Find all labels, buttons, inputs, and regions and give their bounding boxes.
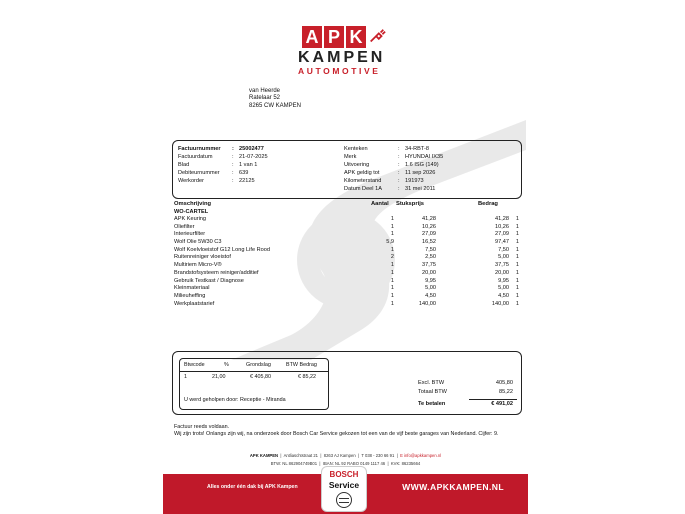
table-row xyxy=(174,270,519,278)
table-row xyxy=(174,293,519,301)
detail-value: 25002477 xyxy=(239,146,264,152)
detail-label: Blad xyxy=(178,162,190,168)
header-description: Omschrijving xyxy=(174,201,212,207)
line-unit-price: 2,50 xyxy=(425,254,436,261)
invoice-info-box xyxy=(172,140,522,199)
invoice-details xyxy=(178,145,268,185)
footer-email[interactable]: E info@apkkampen.nl xyxy=(400,453,442,458)
table-row xyxy=(174,254,519,262)
vat-divider xyxy=(180,371,328,372)
line-amount: 20,00 xyxy=(495,269,509,276)
excl-vat-value: 405,80 xyxy=(495,380,513,386)
service-label: Service xyxy=(328,480,360,490)
line-vat-code: 1 xyxy=(515,239,519,246)
vat-header-amount: BTW Bedrag xyxy=(286,362,317,368)
line-quantity: 1 xyxy=(390,262,394,269)
line-amount: 10,26 xyxy=(495,223,509,230)
header-unit-price: Stuksprijs xyxy=(396,201,425,207)
totals-divider xyxy=(469,399,517,400)
line-amount: 4,50 xyxy=(498,292,509,299)
line-amount: 140,00 xyxy=(491,300,509,307)
line-description: Ruitenreiniger vloeistof xyxy=(174,254,231,261)
line-quantity: 1 xyxy=(390,292,394,299)
footer-street: Antliaschtstraat 21 xyxy=(283,453,319,458)
vat-percent: 21,00 xyxy=(212,374,226,380)
footer-btw: BTW: NL 862904749B01 xyxy=(270,461,318,466)
footer-city: 8263 AJ Kampen xyxy=(323,453,356,458)
footer-website-link[interactable]: WWW.APKKAMPEN.NL xyxy=(402,482,504,492)
totals-box xyxy=(172,351,522,415)
detail-row: Factuurnummer : 25002477 xyxy=(178,146,264,152)
vehicle-label: Datum Deel 1A xyxy=(344,186,382,192)
line-unit-price: 10,26 xyxy=(422,223,436,230)
vehicle-row: Kenteken : 34-RBT-8 xyxy=(344,146,429,152)
table-row xyxy=(174,239,519,247)
line-vat-code: 1 xyxy=(515,223,519,230)
apk-kampen-logo xyxy=(296,24,396,76)
vehicle-row: APK geldig tot : 11 sep 2026 xyxy=(344,170,436,176)
line-unit-price: 41,28 xyxy=(422,216,436,222)
vehicle-label: Kilometerstand xyxy=(344,178,382,184)
detail-value: 22125 xyxy=(239,178,255,184)
detail-row: Blad : 1 van 1 xyxy=(178,162,258,168)
detail-row: Debiteurnummer : 639 xyxy=(178,170,249,176)
detail-value: 1 van 1 xyxy=(239,162,258,168)
line-quantity: 1 xyxy=(390,285,394,292)
logo-name: KAMPEN xyxy=(298,49,386,66)
line-amount: 97,47 xyxy=(495,239,509,246)
excl-vat-label: Excl. BTW xyxy=(418,380,445,386)
bosch-service-badge xyxy=(321,466,367,512)
vehicle-label: APK geldig tot xyxy=(344,170,380,176)
line-unit-price: 140,00 xyxy=(418,300,436,307)
footer-phone: T 038 - 230 66 91 xyxy=(361,453,395,458)
line-vat-code: 1 xyxy=(515,246,519,253)
line-description: Wolf Koelvloeistof G12 Long Life Rood xyxy=(174,246,270,253)
vehicle-row: Uitvoering : 1.6 ISG (149) xyxy=(344,162,439,168)
table-row xyxy=(174,231,519,239)
footer-slogan: Alles onder één dak bij APK Kampen xyxy=(207,484,298,490)
address-line: van Heerde xyxy=(249,88,281,94)
line-vat-code: 1 xyxy=(515,254,519,261)
vat-code: 1 xyxy=(184,374,187,380)
vat-header-base: Grondslag xyxy=(246,362,271,368)
line-vat-code: 1 xyxy=(515,285,519,292)
vat-header-percent: % xyxy=(224,362,229,368)
amount-due-value: € 491,02 xyxy=(491,401,513,407)
line-unit-price: 37,75 xyxy=(422,262,436,269)
table-row xyxy=(174,301,519,309)
amount-due-label: Te betalen xyxy=(418,401,446,407)
line-vat-code: 1 xyxy=(515,231,519,238)
line-vat-code: 1 xyxy=(515,216,519,222)
detail-value: 21-07-2025 xyxy=(239,154,268,160)
logo-tagline: AUTOMOTIVE xyxy=(298,66,381,76)
logo-letter: P xyxy=(324,26,344,48)
helped-by: U werd geholpen door: Receptie - Miranda xyxy=(184,397,286,403)
logo-letter: A xyxy=(302,26,322,48)
vehicle-label: Kenteken xyxy=(344,146,368,152)
vehicle-value: 31 mei 2011 xyxy=(405,186,436,192)
line-vat-code: 1 xyxy=(515,269,519,276)
line-amount: 37,75 xyxy=(495,262,509,269)
line-amount: 7,50 xyxy=(498,246,509,253)
vehicle-value: 11 sep 2026 xyxy=(405,170,436,176)
line-description: APK Keuring xyxy=(174,216,207,222)
vehicle-row: Kilometerstand : 191973 xyxy=(344,178,424,184)
detail-label: Factuurdatum xyxy=(178,154,213,160)
line-description: Interieurfilter xyxy=(174,231,206,238)
line-amount: 9,95 xyxy=(498,277,509,284)
line-vat-code: 1 xyxy=(515,262,519,269)
line-amount: 5,00 xyxy=(498,254,509,261)
table-row xyxy=(174,224,519,232)
detail-value: 639 xyxy=(239,170,249,176)
line-vat-code: 1 xyxy=(515,300,519,307)
detail-label: Debiteurnummer xyxy=(178,170,220,176)
footer-kvk: KVK: 86235664 xyxy=(390,461,421,466)
line-amount: 27,09 xyxy=(495,231,509,238)
total-vat-label: Totaal BTW xyxy=(418,389,447,395)
line-vat-code: 1 xyxy=(515,292,519,299)
header-amount: Bedrag xyxy=(478,201,498,207)
line-quantity: 1 xyxy=(390,300,394,307)
line-unit-price: 20,00 xyxy=(422,269,436,276)
group-title: WO-CARTEL xyxy=(174,209,209,215)
line-description: Brandstofsysteem reiniger/additief xyxy=(174,269,259,276)
plug-icon xyxy=(368,28,386,46)
line-quantity: 1 xyxy=(390,216,394,222)
line-unit-price: 4,50 xyxy=(425,292,436,299)
line-vat-code: 1 xyxy=(515,277,519,284)
note-line: Wij zijn trots! Onlangs zijn wij, na onderzoek door Bosch Car Service gekozen tot een van de vijf beste garages van Nederland. Cijfer: 9. xyxy=(174,431,499,437)
logo-letters xyxy=(302,26,366,48)
line-amount: 41,28 xyxy=(495,216,509,222)
detail-row: Werkorder : 22125 xyxy=(178,178,255,184)
line-description: Wolf Olie 5W30 C3 xyxy=(174,239,222,246)
line-description: Kleinmateriaal xyxy=(174,285,210,292)
vehicle-value: 34-RBT-8 xyxy=(405,146,429,152)
table-row xyxy=(174,262,519,270)
vat-amount: € 85,22 xyxy=(298,374,316,380)
table-row xyxy=(174,216,519,224)
vehicle-details xyxy=(344,145,443,193)
detail-label: Werkorder xyxy=(178,178,205,184)
vehicle-label: Uitvoering xyxy=(344,162,370,168)
line-quantity: 5,9 xyxy=(386,239,394,246)
bosch-label: BOSCH xyxy=(329,470,359,479)
line-unit-price: 7,50 xyxy=(425,246,436,253)
note-line: Factuur reeds voldaan. xyxy=(174,424,230,430)
customer-address xyxy=(249,88,301,110)
line-description: Oliefilter xyxy=(174,223,195,230)
invoice-notes xyxy=(174,424,499,438)
line-unit-price: 9,95 xyxy=(425,277,436,284)
table-row xyxy=(174,278,519,286)
vat-summary xyxy=(179,358,329,410)
footer-iban: IBAN: NL 92 RABO 0149 1117 46 xyxy=(322,461,386,466)
header-quantity: Aantal xyxy=(371,201,389,207)
vat-header-code: Btwcode xyxy=(184,362,205,368)
vehicle-value: HYUNDAI IX35 xyxy=(405,154,444,160)
line-description: Werkplaatstarief xyxy=(174,300,215,307)
vehicle-row: Merk : HYUNDAI IX35 xyxy=(344,154,444,160)
invoice-page xyxy=(163,0,528,514)
line-amount: 5,00 xyxy=(498,285,509,292)
vehicle-value: 1.6 ISG (149) xyxy=(405,162,439,168)
total-vat-value: 85,22 xyxy=(499,389,513,395)
address-line: 8265 CW KAMPEN xyxy=(249,102,302,109)
line-unit-price: 5,00 xyxy=(425,285,436,292)
logo-letter: K xyxy=(346,26,366,48)
vehicle-label: Merk xyxy=(344,154,357,160)
footer-line-1: APK KAMPEN | Antliaschtstraat 21 | 8263 AJ Kampen | T 038 - 230 66 91 | E info@apkkampen.nl xyxy=(249,453,442,458)
line-unit-price: 27,09 xyxy=(422,231,436,238)
vehicle-value: 191973 xyxy=(405,178,424,184)
vat-base: € 405,80 xyxy=(250,374,271,380)
line-quantity: 2 xyxy=(390,254,394,261)
line-quantity: 1 xyxy=(390,231,394,238)
line-quantity: 1 xyxy=(390,277,394,284)
line-description: Multiriem Micro-V® xyxy=(174,262,222,269)
table-row xyxy=(174,247,519,255)
footer-line-2: BTW: NL 862904749B01 | IBAN: NL 92 RABO 0149 1117 46 | KVK: 86235664 xyxy=(270,461,421,466)
invoice-lines xyxy=(174,216,519,308)
line-quantity: 1 xyxy=(390,269,394,276)
vehicle-row: Datum Deel 1A : 31 mei 2011 xyxy=(344,186,436,192)
line-description: Milieuheffing xyxy=(174,292,206,299)
line-unit-price: 16,52 xyxy=(422,239,436,246)
footer-company: APK KAMPEN xyxy=(249,453,279,458)
table-row xyxy=(174,285,519,293)
detail-label: Factuurnummer xyxy=(178,146,221,152)
address-line: Ratelaar 52 xyxy=(249,95,281,102)
line-quantity: 1 xyxy=(390,223,394,230)
line-description: Gebruik Testkast / Diagnose xyxy=(174,277,244,284)
line-quantity: 1 xyxy=(390,246,394,253)
detail-row: Factuurdatum : 21-07-2025 xyxy=(178,154,268,160)
bosch-armature-icon xyxy=(336,492,352,508)
